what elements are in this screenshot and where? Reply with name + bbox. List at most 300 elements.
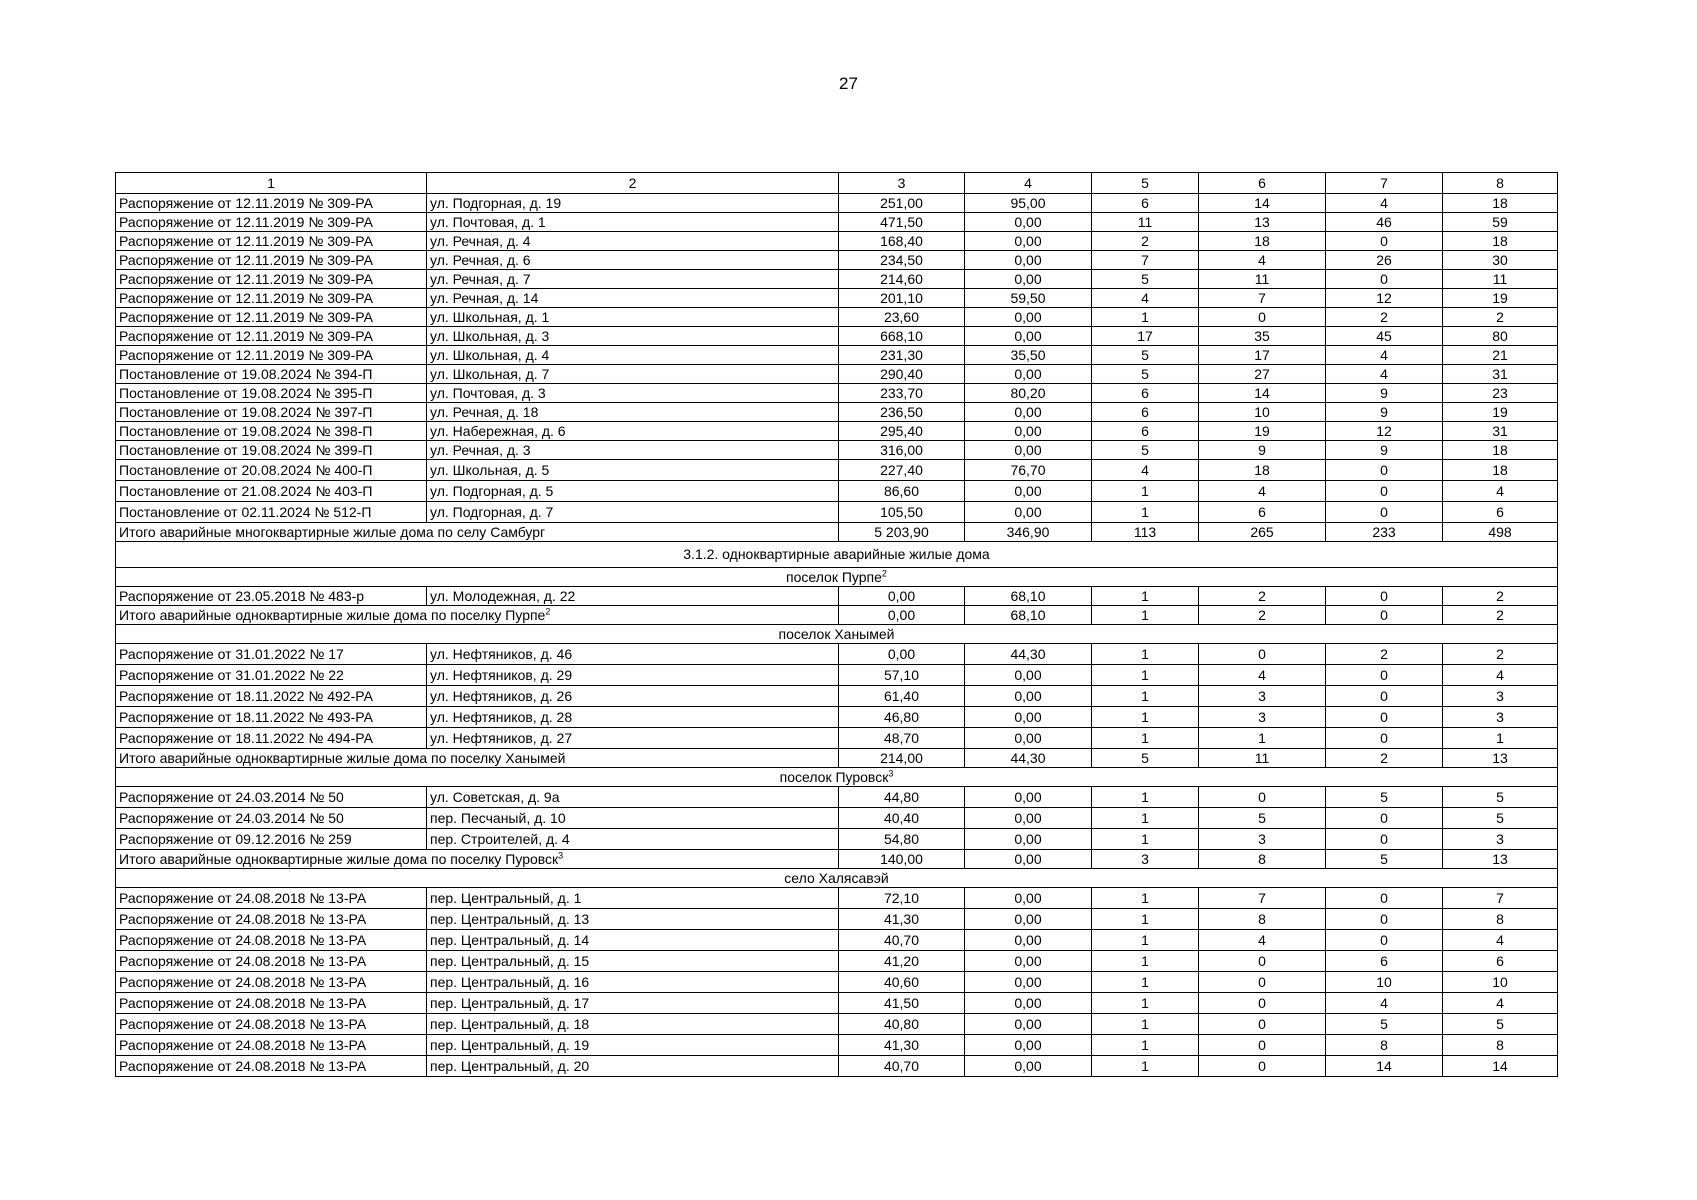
value-cell: 76,70 xyxy=(965,460,1092,481)
footnote-marker: 3 xyxy=(888,767,894,778)
section-heading-text: село Халясавэй xyxy=(784,869,889,886)
value-cell: 1 xyxy=(1199,728,1326,749)
address-cell: пер. Центральный, д. 19 xyxy=(427,1035,839,1056)
table-row xyxy=(116,403,1558,422)
value-cell: 5 xyxy=(1443,1014,1558,1035)
address-cell: ул. Нефтяников, д. 28 xyxy=(427,707,839,728)
value-cell: 80,20 xyxy=(965,384,1092,403)
address-cell: ул. Школьная, д. 3 xyxy=(427,327,839,346)
value-cell: 5 xyxy=(1092,270,1199,289)
document-cell: Распоряжение от 24.08.2018 № 13-РА xyxy=(116,888,427,909)
value-cell: 9 xyxy=(1199,441,1326,460)
value-cell: 1 xyxy=(1092,888,1199,909)
value-cell: 4 xyxy=(1326,365,1443,384)
value-cell: 46 xyxy=(1326,213,1443,232)
value-cell: 7 xyxy=(1199,888,1326,909)
document-cell: Распоряжение от 24.08.2018 № 13-РА xyxy=(116,951,427,972)
document-cell: Распоряжение от 24.08.2018 № 13-РА xyxy=(116,930,427,951)
section-heading xyxy=(116,542,1558,568)
value-cell: 95,00 xyxy=(965,194,1092,213)
value-cell: 2 xyxy=(1443,308,1558,327)
section-heading xyxy=(116,768,1558,787)
address-cell: ул. Речная, д. 7 xyxy=(427,270,839,289)
document-cell: Распоряжение от 24.08.2018 № 13-РА xyxy=(116,1014,427,1035)
document-cell: Распоряжение от 24.08.2018 № 13-РА xyxy=(116,1056,427,1077)
total-cell: 3 xyxy=(1092,850,1199,869)
document-cell: Распоряжение от 18.11.2022 № 493-РА xyxy=(116,707,427,728)
document-cell: Постановление от 20.08.2024 № 400-П xyxy=(116,460,427,481)
value-cell: 14 xyxy=(1199,194,1326,213)
value-cell: 1 xyxy=(1092,1056,1199,1077)
total-cell: 2 xyxy=(1199,606,1326,625)
value-cell: 0 xyxy=(1326,930,1443,951)
total-label xyxy=(116,850,839,869)
value-cell: 0 xyxy=(1199,1056,1326,1077)
value-cell: 5 xyxy=(1326,787,1443,808)
value-cell: 1 xyxy=(1092,829,1199,850)
document-cell: Распоряжение от 12.11.2019 № 309-РА xyxy=(116,270,427,289)
table-row xyxy=(116,707,1558,728)
value-cell: 201,10 xyxy=(839,289,965,308)
total-row xyxy=(116,850,1558,869)
value-cell: 1 xyxy=(1092,308,1199,327)
value-cell: 35,50 xyxy=(965,346,1092,365)
table-row xyxy=(116,327,1558,346)
total-label-text: Итого аварийные многоквартирные жилые дома по селу Самбург xyxy=(119,523,546,540)
table-row xyxy=(116,384,1558,403)
value-cell: 471,50 xyxy=(839,213,965,232)
value-cell: 11 xyxy=(1199,270,1326,289)
table-row xyxy=(116,829,1558,850)
value-cell: 0,00 xyxy=(965,1014,1092,1035)
table-row xyxy=(116,951,1558,972)
value-cell: 0 xyxy=(1326,909,1443,930)
total-cell: 0,00 xyxy=(839,606,965,625)
value-cell: 0,00 xyxy=(965,1056,1092,1077)
value-cell: 72,10 xyxy=(839,888,965,909)
value-cell: 21 xyxy=(1443,346,1558,365)
value-cell: 0,00 xyxy=(965,808,1092,829)
total-cell: 113 xyxy=(1092,523,1199,542)
value-cell: 0,00 xyxy=(965,308,1092,327)
value-cell: 44,80 xyxy=(839,787,965,808)
value-cell: 18 xyxy=(1199,232,1326,251)
section-row xyxy=(116,768,1558,787)
value-cell: 14 xyxy=(1199,384,1326,403)
section-heading xyxy=(116,869,1558,888)
address-cell: пер. Центральный, д. 13 xyxy=(427,909,839,930)
value-cell: 0 xyxy=(1326,707,1443,728)
table-row xyxy=(116,728,1558,749)
document-cell: Постановление от 19.08.2024 № 398-П xyxy=(116,422,427,441)
value-cell: 0 xyxy=(1326,728,1443,749)
value-cell: 1 xyxy=(1092,587,1199,606)
column-header: 7 xyxy=(1326,173,1443,194)
value-cell: 61,40 xyxy=(839,686,965,707)
value-cell: 6 xyxy=(1092,384,1199,403)
table-row xyxy=(116,1035,1558,1056)
address-cell: ул. Подгорная, д. 5 xyxy=(427,481,839,502)
value-cell: 80 xyxy=(1443,327,1558,346)
emergency-housing-table xyxy=(115,172,1558,1077)
value-cell: 45 xyxy=(1326,327,1443,346)
value-cell: 4 xyxy=(1092,289,1199,308)
total-cell: 11 xyxy=(1199,749,1326,768)
address-cell: ул. Почтовая, д. 1 xyxy=(427,213,839,232)
value-cell: 2 xyxy=(1092,232,1199,251)
value-cell: 0,00 xyxy=(965,909,1092,930)
document-cell: Распоряжение от 18.11.2022 № 494-РА xyxy=(116,728,427,749)
value-cell: 12 xyxy=(1326,422,1443,441)
document-cell: Распоряжение от 12.11.2019 № 309-РА xyxy=(116,289,427,308)
total-label-text: Итого аварийные одноквартирные жилые дома по поселку Ханымей xyxy=(119,749,566,766)
value-cell: 3 xyxy=(1199,829,1326,850)
value-cell: 9 xyxy=(1326,403,1443,422)
value-cell: 35 xyxy=(1199,327,1326,346)
address-cell: ул. Речная, д. 4 xyxy=(427,232,839,251)
value-cell: 0,00 xyxy=(965,327,1092,346)
value-cell: 2 xyxy=(1443,644,1558,665)
table-row xyxy=(116,909,1558,930)
address-cell: ул. Школьная, д. 5 xyxy=(427,460,839,481)
value-cell: 0,00 xyxy=(965,213,1092,232)
total-cell: 0 xyxy=(1326,606,1443,625)
table-row xyxy=(116,665,1558,686)
total-cell: 346,90 xyxy=(965,523,1092,542)
column-header: 2 xyxy=(427,173,839,194)
value-cell: 0 xyxy=(1326,502,1443,523)
value-cell: 40,70 xyxy=(839,1056,965,1077)
value-cell: 3 xyxy=(1199,686,1326,707)
value-cell: 0,00 xyxy=(965,829,1092,850)
value-cell: 40,80 xyxy=(839,1014,965,1035)
value-cell: 1 xyxy=(1092,787,1199,808)
value-cell: 48,70 xyxy=(839,728,965,749)
value-cell: 18 xyxy=(1443,194,1558,213)
document-cell: Распоряжение от 12.11.2019 № 309-РА xyxy=(116,251,427,270)
value-cell: 7 xyxy=(1092,251,1199,270)
section-row xyxy=(116,568,1558,587)
value-cell: 40,70 xyxy=(839,930,965,951)
value-cell: 19 xyxy=(1443,403,1558,422)
value-cell: 1 xyxy=(1092,728,1199,749)
value-cell: 234,50 xyxy=(839,251,965,270)
value-cell: 5 xyxy=(1443,808,1558,829)
address-cell: пер. Центральный, д. 16 xyxy=(427,972,839,993)
value-cell: 6 xyxy=(1199,502,1326,523)
total-label xyxy=(116,606,839,625)
document-cell: Постановление от 19.08.2024 № 395-П xyxy=(116,384,427,403)
value-cell: 2 xyxy=(1326,308,1443,327)
table-row xyxy=(116,460,1558,481)
address-cell: пер. Центральный, д. 17 xyxy=(427,993,839,1014)
section-heading-text: поселок Пуровск xyxy=(779,768,889,785)
page-number: 27 xyxy=(839,74,858,93)
document-cell: Распоряжение от 24.08.2018 № 13-РА xyxy=(116,993,427,1014)
value-cell: 0,00 xyxy=(965,707,1092,728)
table-header-row xyxy=(116,173,1558,194)
value-cell: 295,40 xyxy=(839,422,965,441)
value-cell: 2 xyxy=(1199,587,1326,606)
table-row xyxy=(116,587,1558,606)
address-cell: ул. Подгорная, д. 7 xyxy=(427,502,839,523)
address-cell: ул. Школьная, д. 4 xyxy=(427,346,839,365)
value-cell: 1 xyxy=(1092,930,1199,951)
value-cell: 3 xyxy=(1443,829,1558,850)
total-cell: 1 xyxy=(1092,606,1199,625)
total-cell: 265 xyxy=(1199,523,1326,542)
value-cell: 4 xyxy=(1443,930,1558,951)
document-cell: Распоряжение от 23.05.2018 № 483-р xyxy=(116,587,427,606)
value-cell: 68,10 xyxy=(965,587,1092,606)
value-cell: 0 xyxy=(1199,1014,1326,1035)
address-cell: ул. Советская, д. 9а xyxy=(427,787,839,808)
value-cell: 31 xyxy=(1443,365,1558,384)
total-label-text: Итого аварийные одноквартирные жилые дома по поселку Пурпе xyxy=(119,606,546,623)
value-cell: 0,00 xyxy=(965,728,1092,749)
value-cell: 233,70 xyxy=(839,384,965,403)
value-cell: 1 xyxy=(1092,707,1199,728)
value-cell: 0 xyxy=(1326,888,1443,909)
value-cell: 0,00 xyxy=(965,270,1092,289)
total-cell: 5 xyxy=(1326,850,1443,869)
value-cell: 1 xyxy=(1092,972,1199,993)
address-cell: ул. Нефтяников, д. 27 xyxy=(427,728,839,749)
address-cell: ул. Речная, д. 18 xyxy=(427,403,839,422)
address-cell: ул. Нефтяников, д. 26 xyxy=(427,686,839,707)
column-header: 5 xyxy=(1092,173,1199,194)
value-cell: 1 xyxy=(1092,686,1199,707)
value-cell: 231,30 xyxy=(839,346,965,365)
address-cell: ул. Речная, д. 6 xyxy=(427,251,839,270)
value-cell: 11 xyxy=(1443,270,1558,289)
section-heading-text: 3.1.2. одноквартирные аварийные жилые дома xyxy=(683,546,990,562)
table-row xyxy=(116,289,1558,308)
value-cell: 0,00 xyxy=(839,644,965,665)
value-cell: 17 xyxy=(1199,346,1326,365)
value-cell: 9 xyxy=(1326,441,1443,460)
value-cell: 0,00 xyxy=(839,587,965,606)
value-cell: 4 xyxy=(1092,460,1199,481)
total-row xyxy=(116,606,1558,625)
table-row xyxy=(116,972,1558,993)
document-cell: Распоряжение от 12.11.2019 № 309-РА xyxy=(116,232,427,251)
value-cell: 0,00 xyxy=(965,441,1092,460)
total-cell: 2 xyxy=(1443,606,1558,625)
value-cell: 0,00 xyxy=(965,686,1092,707)
value-cell: 8 xyxy=(1443,909,1558,930)
value-cell: 18 xyxy=(1199,460,1326,481)
value-cell: 251,00 xyxy=(839,194,965,213)
footnote-marker: 3 xyxy=(558,849,564,860)
document-cell: Распоряжение от 24.08.2018 № 13-РА xyxy=(116,1035,427,1056)
value-cell: 4 xyxy=(1199,481,1326,502)
value-cell: 4 xyxy=(1199,665,1326,686)
column-header: 8 xyxy=(1443,173,1558,194)
value-cell: 3 xyxy=(1443,686,1558,707)
table-row xyxy=(116,888,1558,909)
value-cell: 40,40 xyxy=(839,808,965,829)
value-cell: 57,10 xyxy=(839,665,965,686)
value-cell: 6 xyxy=(1326,951,1443,972)
footnote-marker: 2 xyxy=(545,605,551,616)
document-cell: Распоряжение от 24.03.2014 № 50 xyxy=(116,808,427,829)
value-cell: 0 xyxy=(1199,644,1326,665)
value-cell: 0,00 xyxy=(965,1035,1092,1056)
document-cell: Распоряжение от 12.11.2019 № 309-РА xyxy=(116,308,427,327)
address-cell: ул. Почтовая, д. 3 xyxy=(427,384,839,403)
value-cell: 0 xyxy=(1326,232,1443,251)
column-header: 1 xyxy=(116,173,427,194)
value-cell: 0,00 xyxy=(965,422,1092,441)
value-cell: 6 xyxy=(1443,951,1558,972)
value-cell: 4 xyxy=(1443,481,1558,502)
section-heading-text: поселок Пурпе xyxy=(786,568,882,585)
total-label-text: Итого аварийные одноквартирные жилые дома по поселку Пуровск xyxy=(119,850,559,867)
value-cell: 41,30 xyxy=(839,1035,965,1056)
value-cell: 5 xyxy=(1092,346,1199,365)
value-cell: 0 xyxy=(1326,808,1443,829)
total-cell: 2 xyxy=(1326,749,1443,768)
value-cell: 0,00 xyxy=(965,972,1092,993)
value-cell: 214,60 xyxy=(839,270,965,289)
document-cell: Распоряжение от 31.01.2022 № 17 xyxy=(116,644,427,665)
value-cell: 0,00 xyxy=(965,232,1092,251)
address-cell: ул. Речная, д. 14 xyxy=(427,289,839,308)
address-cell: ул. Нефтяников, д. 46 xyxy=(427,644,839,665)
value-cell: 6 xyxy=(1092,194,1199,213)
value-cell: 13 xyxy=(1199,213,1326,232)
document-cell: Распоряжение от 12.11.2019 № 309-РА xyxy=(116,213,427,232)
value-cell: 227,40 xyxy=(839,460,965,481)
value-cell: 6 xyxy=(1092,422,1199,441)
value-cell: 10 xyxy=(1326,972,1443,993)
value-cell: 10 xyxy=(1199,403,1326,422)
value-cell: 236,50 xyxy=(839,403,965,422)
value-cell: 1 xyxy=(1092,644,1199,665)
total-cell: 233 xyxy=(1326,523,1443,542)
table-row xyxy=(116,787,1558,808)
table-row xyxy=(116,422,1558,441)
value-cell: 54,80 xyxy=(839,829,965,850)
total-cell: 8 xyxy=(1199,850,1326,869)
value-cell: 4 xyxy=(1199,251,1326,270)
address-cell: пер. Строителей, д. 4 xyxy=(427,829,839,850)
section-row xyxy=(116,625,1558,644)
document-cell: Постановление от 19.08.2024 № 399-П xyxy=(116,441,427,460)
value-cell: 86,60 xyxy=(839,481,965,502)
value-cell: 1 xyxy=(1092,951,1199,972)
table-row xyxy=(116,481,1558,502)
table-row xyxy=(116,441,1558,460)
value-cell: 59 xyxy=(1443,213,1558,232)
value-cell: 5 xyxy=(1092,441,1199,460)
value-cell: 3 xyxy=(1199,707,1326,728)
value-cell: 31 xyxy=(1443,422,1558,441)
footnote-marker: 2 xyxy=(881,567,887,578)
address-cell: пер. Центральный, д. 14 xyxy=(427,930,839,951)
document-cell: Постановление от 02.11.2024 № 512-П xyxy=(116,502,427,523)
address-cell: пер. Центральный, д. 1 xyxy=(427,888,839,909)
value-cell: 1 xyxy=(1092,808,1199,829)
value-cell: 3 xyxy=(1443,707,1558,728)
value-cell: 8 xyxy=(1326,1035,1443,1056)
section-heading xyxy=(116,568,1558,587)
value-cell: 1 xyxy=(1092,909,1199,930)
value-cell: 5 xyxy=(1326,1014,1443,1035)
value-cell: 0,00 xyxy=(965,481,1092,502)
value-cell: 41,20 xyxy=(839,951,965,972)
table-row xyxy=(116,308,1558,327)
address-cell: пер. Центральный, д. 20 xyxy=(427,1056,839,1077)
document-cell: Постановление от 19.08.2024 № 397-П xyxy=(116,403,427,422)
value-cell: 1 xyxy=(1092,502,1199,523)
value-cell: 668,10 xyxy=(839,327,965,346)
value-cell: 5 xyxy=(1199,808,1326,829)
total-cell: 13 xyxy=(1443,749,1558,768)
value-cell: 0,00 xyxy=(965,502,1092,523)
total-cell: 68,10 xyxy=(965,606,1092,625)
value-cell: 14 xyxy=(1326,1056,1443,1077)
value-cell: 4 xyxy=(1326,346,1443,365)
value-cell: 0 xyxy=(1326,686,1443,707)
table-row xyxy=(116,1056,1558,1077)
value-cell: 0 xyxy=(1199,1035,1326,1056)
document-cell: Распоряжение от 12.11.2019 № 309-РА xyxy=(116,194,427,213)
table-row xyxy=(116,930,1558,951)
value-cell: 1 xyxy=(1092,993,1199,1014)
value-cell: 11 xyxy=(1092,213,1199,232)
value-cell: 1 xyxy=(1092,665,1199,686)
value-cell: 105,50 xyxy=(839,502,965,523)
document-cell: Распоряжение от 09.12.2016 № 259 xyxy=(116,829,427,850)
total-label xyxy=(116,523,839,542)
document-cell: Распоряжение от 31.01.2022 № 22 xyxy=(116,665,427,686)
document-cell: Постановление от 21.08.2024 № 403-П xyxy=(116,481,427,502)
address-cell: ул. Речная, д. 3 xyxy=(427,441,839,460)
value-cell: 23 xyxy=(1443,384,1558,403)
value-cell: 0,00 xyxy=(965,888,1092,909)
value-cell: 40,60 xyxy=(839,972,965,993)
value-cell: 1 xyxy=(1443,728,1558,749)
value-cell: 0,00 xyxy=(965,251,1092,270)
value-cell: 0 xyxy=(1326,587,1443,606)
value-cell: 12 xyxy=(1326,289,1443,308)
value-cell: 26 xyxy=(1326,251,1443,270)
value-cell: 7 xyxy=(1443,888,1558,909)
value-cell: 5 xyxy=(1443,787,1558,808)
table-row xyxy=(116,194,1558,213)
value-cell: 0 xyxy=(1326,270,1443,289)
value-cell: 0 xyxy=(1199,308,1326,327)
total-cell: 13 xyxy=(1443,850,1558,869)
address-cell: ул. Школьная, д. 7 xyxy=(427,365,839,384)
value-cell: 168,40 xyxy=(839,232,965,251)
value-cell: 4 xyxy=(1443,665,1558,686)
total-cell: 5 xyxy=(1092,749,1199,768)
table-row xyxy=(116,644,1558,665)
value-cell: 1 xyxy=(1092,1035,1199,1056)
address-cell: ул. Набережная, д. 6 xyxy=(427,422,839,441)
value-cell: 27 xyxy=(1199,365,1326,384)
table-row xyxy=(116,993,1558,1014)
column-header: 3 xyxy=(839,173,965,194)
address-cell: ул. Подгорная, д. 19 xyxy=(427,194,839,213)
table-row xyxy=(116,213,1558,232)
value-cell: 0 xyxy=(1199,787,1326,808)
section-heading xyxy=(116,625,1558,644)
value-cell: 1 xyxy=(1092,481,1199,502)
